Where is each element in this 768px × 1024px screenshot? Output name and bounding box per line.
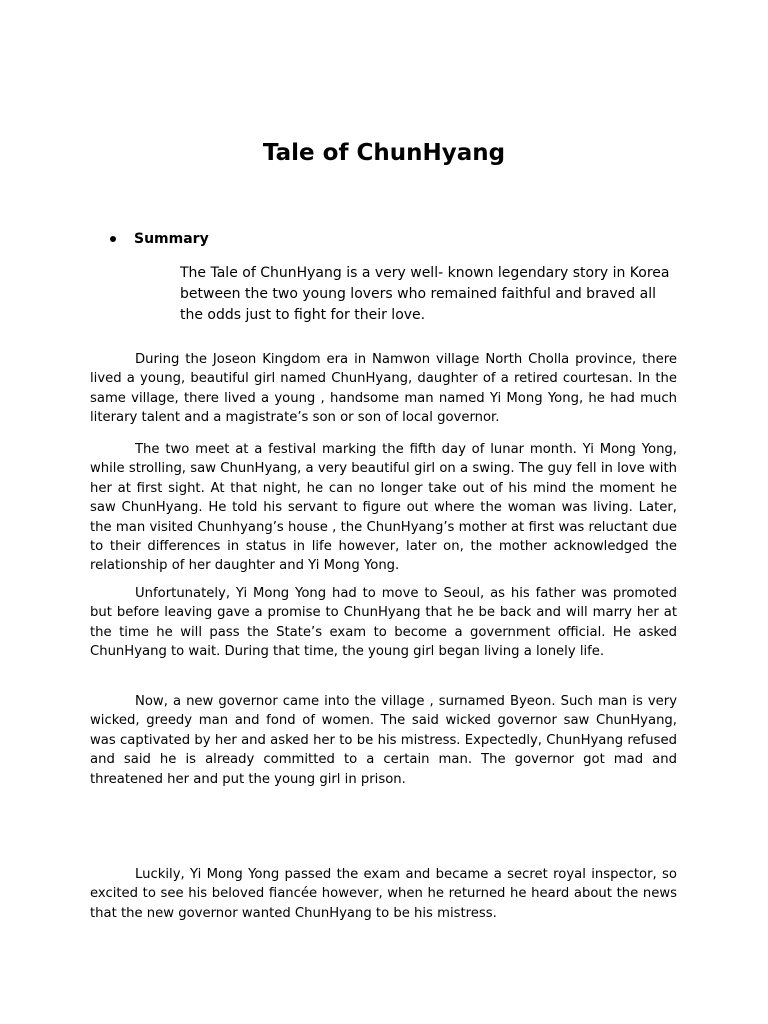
summary-bullet [110,229,209,249]
body-paragraph: During the Joseon Kingdom era in Namwon village North Cholla province, there lived a young, beautiful girl named ChunHyang, daughter of a retired courtesan. In the same village, there lived a young , handsome man named Yi Mong Yong, he had much literary talent and a magistrate’s son or son of local governor. [90,352,677,426]
body-paragraph: Now, a new governor came into the village , surnamed Byeon. Such man is very wicked, greedy man and fond of women. The said wicked governor saw ChunHyang, was captivated by her and asked her to be his mistress. Expectedly, ChunHyang refused and said he is already committed to a certain man. The governor got mad and threatened her and put the young girl in prison. [90,694,677,787]
body-paragraph: Luckily, Yi Mong Yong passed the exam and became a secret royal inspector, so excited to see his beloved fiancée however, when he returned he heard about the news that the new governor wanted ChunHyang to be his mistress. [90,867,677,921]
bullet-icon [110,236,116,242]
document-title: Tale of ChunHyang [262,140,506,166]
body-paragraph: Unfortunately, Yi Mong Yong had to move to Seoul, as his father was promoted but before leaving gave a promise to ChunHyang that he be back and will marry her at the time he will pass the State’s exam to become a government official. He asked ChunHyang to wait. During that time, the young girl began living a lonely life. [90,586,677,660]
summary-text: The Tale of ChunHyang is a very well- known legendary story in Korea between the two young lovers who remained faithful and braved all the odds just to fight for their love. [180,265,670,323]
body-paragraph: The two meet at a festival marking the fifth day of lunar month. Yi Mong Yong, while strolling, saw ChunHyang, a very beautiful girl on a swing. The guy fell in love with her at first sight. At that night, he can no longer take out of his mind the moment he saw ChunHyang. He told his servant to figure out where the woman was living. Later, the man visited Chunhyang’s house , the ChunHyang’s mother at first was reluctant due to their differences in status in life however, later on, the mother acknowledged the relationship of her daughter and Yi Mong Yong. [90,442,677,574]
summary-heading: Summary [134,231,209,247]
